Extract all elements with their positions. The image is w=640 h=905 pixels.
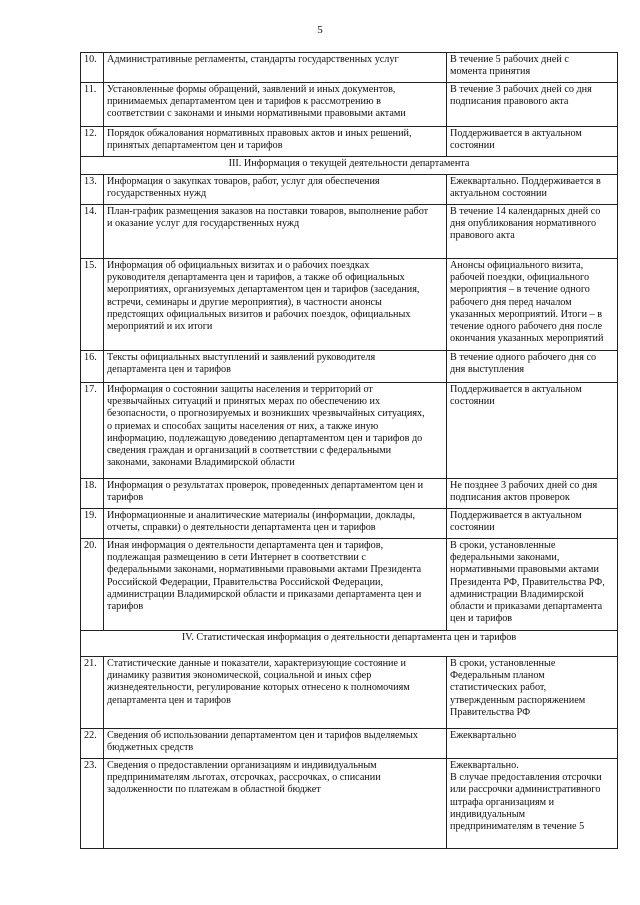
- information-table: [80, 52, 618, 849]
- table-row: [81, 259, 618, 351]
- table-row: [81, 351, 618, 383]
- table-row: [81, 479, 618, 509]
- item-description: Тексты официальных выступлений и заявлений руководителя департамента цен и тарифов: [104, 351, 447, 383]
- table-row: [81, 759, 618, 849]
- item-deadline: В сроки, установленные Федеральным планом статистических работ, утвержденным распоряжением Правительства РФ: [447, 657, 618, 729]
- item-description: Информация о состоянии защиты населения и территорий от чрезвычайных ситуаций и принятых мерах по обеспечению их безопасности, о прогнозируемых и возникших чрезвычайных ситуациях, о приемах и способах защиты населения от них, а также иную информацию, подлежащую доведению департаментом цен и тарифов до сведения граждан и организаций в соответствии с федеральными законами, законами Владимирской области: [104, 383, 447, 479]
- item-description: Иная информация о деятельности департамента цен и тарифов, подлежащая размещению в сети Интернет в соответствии с федеральными законами, нормативными правовыми актами Президента Российской Федерации, Правительства Российской Федерации, администрации Владимирской области и приказами департамента цен и тарифов: [104, 539, 447, 631]
- item-description: Установленные формы обращений, заявлений и иных документов, принимаемых департаментом цен и тарифов к рассмотрению в соответствии с законами и иными нормативными правовыми актами: [104, 83, 447, 127]
- item-deadline: В течение 3 рабочих дней со дня подписания правового акта: [447, 83, 618, 127]
- row-number: 13.: [81, 175, 104, 205]
- item-deadline: Поддерживается в актуальном состоянии: [447, 509, 618, 539]
- item-deadline: Поддерживается в актуальном состоянии: [447, 127, 618, 157]
- item-description: Статистические данные и показатели, характеризующие состояние и динамику развития экономической, социальной и иных сфер жизнедеятельности, регулирование которых отнесено к полномочиям департамента цен и тарифов: [104, 657, 447, 729]
- section-title: III. Информация о текущей деятельности департамента: [81, 157, 618, 175]
- row-number: 12.: [81, 127, 104, 157]
- item-deadline: Ежеквартально. Поддерживается в актуальном состоянии: [447, 175, 618, 205]
- table-row: [81, 175, 618, 205]
- section-title: IV. Статистическая информация о деятельности департамента цен и тарифов: [81, 631, 618, 657]
- item-deadline: Не позднее 3 рабочих дней со дня подписания актов проверок: [447, 479, 618, 509]
- row-number: 15.: [81, 259, 104, 351]
- item-deadline: Ежеквартально: [447, 729, 618, 759]
- item-deadline: Ежеквартально. В случае предоставления отсрочки или рассрочки административного штрафа организациям и индивидуальным предпринимателям в течение 5: [447, 759, 618, 849]
- row-number: 18.: [81, 479, 104, 509]
- row-number: 17.: [81, 383, 104, 479]
- item-description: Информационные и аналитические материалы (информации, доклады, отчеты, справки) о деятельности департамента цен и тарифов: [104, 509, 447, 539]
- item-description: Сведения об использовании департаментом цен и тарифов выделяемых бюджетных средств: [104, 729, 447, 759]
- table-row: [81, 205, 618, 259]
- row-number: 19.: [81, 509, 104, 539]
- row-number: 20.: [81, 539, 104, 631]
- item-deadline: В сроки, установленные федеральными законами, нормативными правовыми актами Президента РФ, Правительства РФ, администрации Владимирской области и приказами департамента цен и тарифов: [447, 539, 618, 631]
- item-deadline: В течение 14 календарных дней со дня опубликования нормативного правового акта: [447, 205, 618, 259]
- item-description: Информация о результатах проверок, проведенных департаментом цен и тарифов: [104, 479, 447, 509]
- table-row: [81, 53, 618, 83]
- table-row: [81, 509, 618, 539]
- page-number: 5: [317, 24, 323, 36]
- table-row: [81, 657, 618, 729]
- item-deadline: Поддерживается в актуальном состоянии: [447, 383, 618, 479]
- item-description: План-график размещения заказов на поставки товаров, выполнение работ и оказание услуг для государственных нужд: [104, 205, 447, 259]
- row-number: 21.: [81, 657, 104, 729]
- row-number: 11.: [81, 83, 104, 127]
- item-deadline: В течение одного рабочего дня со дня выступления: [447, 351, 618, 383]
- table-row: [81, 729, 618, 759]
- row-number: 14.: [81, 205, 104, 259]
- section-header-row: [81, 631, 618, 657]
- item-description: Порядок обжалования нормативных правовых актов и иных решений, принятых департаментом цен и тарифов: [104, 127, 447, 157]
- row-number: 22.: [81, 729, 104, 759]
- row-number: 10.: [81, 53, 104, 83]
- item-deadline: Анонсы официального визита, рабочей поездки, официального мероприятия – в течение одного рабочего дня перед началом указанных мероприятий. Итоги – в течение одного рабочего дня после окончания указанных мероприятий: [447, 259, 618, 351]
- item-description: Информация о закупках товаров, работ, услуг для обеспечения государственных нужд: [104, 175, 447, 205]
- row-number: 16.: [81, 351, 104, 383]
- table-row: [81, 83, 618, 127]
- section-header-row: [81, 157, 618, 175]
- item-description: Информация об официальных визитах и о рабочих поездках руководителя департамента цен и тарифов, а также об официальных мероприятиях, организуемых департаментом цен и тарифов (заседания, встречи, семинары и другие мероприятия), в частности анонсы предстоящих официальных визитов и рабочих поездок, официальных мероприятий и их итоги: [104, 259, 447, 351]
- table-row: [81, 383, 618, 479]
- item-deadline: В течение 5 рабочих дней с момента принятия: [447, 53, 618, 83]
- table-row: [81, 127, 618, 157]
- item-description: Административные регламенты, стандарты государственных услуг: [104, 53, 447, 83]
- item-description: Сведения о предоставлении организациям и индивидуальным предпринимателям льготах, отсрочках, рассрочках, о списании задолженности по платежам в областной бюджет: [104, 759, 447, 849]
- table-row: [81, 539, 618, 631]
- row-number: 23.: [81, 759, 104, 849]
